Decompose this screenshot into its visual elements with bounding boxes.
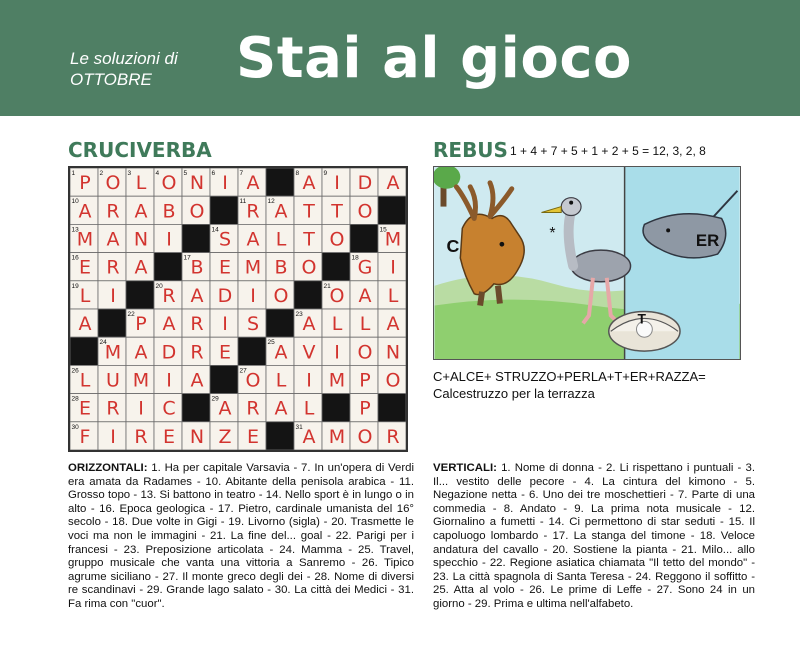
crossword-letter: S	[246, 313, 260, 336]
crossword-letter: Z	[218, 425, 232, 448]
crossword-letter: G	[357, 256, 373, 279]
page-title: Stai al gioco	[236, 26, 632, 91]
crossword-black-cell	[266, 422, 294, 450]
crossword-letter: I	[222, 172, 228, 195]
crossword-number: 11	[239, 198, 247, 206]
crossword-letter: A	[274, 200, 288, 223]
crossword-letter: P	[359, 369, 371, 392]
crossword-black-cell	[322, 394, 350, 422]
clues-down	[433, 462, 755, 612]
crossword-number: 9	[323, 170, 328, 177]
crossword-letter: B	[274, 256, 288, 279]
crossword-black-cell	[154, 253, 182, 281]
crossword-letter: A	[190, 284, 204, 307]
crossword-number: 7	[239, 170, 244, 177]
crossword-letter: O	[189, 200, 205, 223]
crossword-letter: A	[386, 313, 400, 336]
crossword-letter: R	[190, 313, 204, 336]
crossword-letter: A	[274, 341, 288, 364]
crossword-number: 14	[211, 226, 219, 234]
crossword-letter: E	[246, 425, 260, 448]
rebus-svg	[434, 167, 740, 359]
crossword-letter: O	[301, 256, 317, 279]
crossword-letter: P	[359, 397, 371, 420]
crossword-letter: L	[135, 172, 147, 195]
rebus-answer: Calcestruzzo per la terrazza	[433, 386, 595, 401]
crossword-black-cell	[266, 309, 294, 337]
crossword-letter: D	[161, 341, 177, 364]
crossword-number: 19	[71, 282, 79, 290]
crossword-letter: I	[390, 256, 396, 279]
crossword-letter: A	[134, 256, 148, 279]
crossword-letter: R	[106, 200, 120, 223]
crossword-letter: L	[303, 397, 315, 420]
crossword-number: 21	[323, 282, 331, 290]
crossword-letter: P	[135, 313, 147, 336]
crossword-letter: L	[275, 369, 287, 392]
crossword-letter: A	[134, 341, 148, 364]
crossword-letter: I	[110, 284, 116, 307]
rebus-solution-key: 1 + 4 + 7 + 5 + 1 + 2 + 5 = 12, 3, 2, 8	[510, 144, 706, 158]
crossword-number: 13	[71, 226, 79, 234]
crossword-letter: O	[385, 369, 401, 392]
crossword-black-cell	[294, 281, 322, 309]
crossword-letter: R	[386, 425, 400, 448]
crossword-letter: A	[274, 397, 288, 420]
crossword-letter: V	[302, 341, 316, 364]
crossword-letter: U	[106, 369, 120, 392]
crossword-number: 6	[211, 170, 216, 177]
crossword-letter: I	[138, 397, 144, 420]
crossword-letter: A	[218, 397, 232, 420]
crossword-number: 5	[183, 170, 188, 177]
crossword-letter: A	[78, 313, 92, 336]
crossword-letter: A	[302, 313, 316, 336]
crossword-letter: N	[189, 425, 205, 448]
crossword-black-cell	[182, 224, 210, 252]
clues-down-text: 1. Nome di donna - 2. Li rispettano i puntuali - 3. Il... vestito delle pecore - 4. La cintura del kimono - 5. Negazione netta - 6. Uno dei tre moschettieri - 7. Parte di una commedia - 8. Andato - 9. La prima nota musicale - 12. Giornalino a fumetti - 14. Ci permettono di star seduti - 15. Il capoluogo lombardo - 17. La stanga del timone - 18. Veloce andatura del cavallo - 20. Sostiene la pianta - 21. Milo... allo specchio - 22. Regione asiatica chiamata "Il tetto del mondo" - 23. La città spagnola di Santa Teresa - 24. Reggono il soffitto - 25. Atta al volo - 26. Le prime di Leffe - 27. Sono 24 in un giorno - 29. Prima e ultima nell'alfabeto.	[433, 462, 755, 610]
crossword-letter: A	[302, 172, 316, 195]
crossword-black-cell	[266, 168, 294, 196]
crossword-black-cell	[70, 337, 98, 365]
crossword-number: 26	[71, 367, 79, 375]
crossword-letter: I	[334, 341, 340, 364]
crossword-letter: D	[217, 284, 233, 307]
crossword-letter: A	[246, 172, 260, 195]
kicker-line-2: OTTOBRE	[70, 70, 152, 89]
crossword-letter: E	[78, 397, 92, 420]
rebus-illustration	[433, 166, 741, 360]
crossword-letter: M	[384, 228, 402, 251]
crossword-letter: L	[387, 284, 399, 307]
crossword-heading: CRUCIVERBA	[68, 138, 212, 162]
rebus-label-c: C	[446, 236, 460, 257]
crossword-number: 4	[155, 170, 160, 177]
crossword-number: 29	[211, 395, 219, 403]
crossword-letter: M	[104, 341, 122, 364]
crossword-letter: I	[222, 313, 228, 336]
rebus-label-er: ER	[695, 231, 720, 251]
crossword-letter: R	[190, 341, 204, 364]
crossword-number: 8	[295, 170, 300, 177]
crossword-number: 20	[155, 282, 163, 290]
crossword-letter: A	[358, 284, 372, 307]
crossword-letter: O	[245, 369, 261, 392]
crossword-letter: A	[190, 369, 204, 392]
crossword-black-cell	[350, 224, 378, 252]
crossword-letter: P	[79, 172, 91, 195]
crossword-letter: L	[331, 313, 343, 336]
crossword-letter: R	[106, 397, 120, 420]
crossword-number: 15	[379, 226, 387, 234]
crossword-letter: R	[162, 284, 176, 307]
crossword-number: 24	[99, 339, 107, 347]
clues-across	[68, 462, 414, 612]
crossword-letter: R	[106, 256, 120, 279]
crossword-letter: A	[106, 228, 120, 251]
crossword-number: 31	[295, 423, 303, 431]
crossword-number: 16	[71, 254, 79, 262]
crossword-letter: R	[134, 425, 148, 448]
crossword-number: 25	[267, 339, 275, 347]
crossword-number: 23	[295, 311, 303, 318]
crossword-letter: A	[78, 200, 92, 223]
crossword-number: 28	[71, 395, 79, 403]
crossword-letter: L	[359, 313, 371, 336]
crossword-number: 27	[239, 367, 247, 375]
crossword-letter: I	[166, 369, 172, 392]
crossword-letter: O	[105, 172, 121, 195]
crossword-letter: O	[273, 284, 289, 307]
crossword-letter: I	[250, 284, 256, 307]
crossword-letter: A	[134, 200, 148, 223]
crossword-number: 1	[71, 170, 76, 177]
crossword-letter: S	[218, 228, 232, 251]
crossword-letter: T	[331, 200, 343, 223]
crossword-letter: O	[357, 425, 373, 448]
crossword-letter: A	[386, 172, 400, 195]
crossword-letter: M	[76, 228, 94, 251]
crossword-letter: B	[190, 256, 204, 279]
crossword-letter: C	[162, 397, 176, 420]
crossword-letter: O	[329, 284, 345, 307]
crossword-letter: L	[79, 369, 91, 392]
crossword-black-cell	[182, 394, 210, 422]
crossword-grid	[68, 166, 408, 452]
crossword-number: 18	[351, 254, 359, 262]
crossword-letter: R	[246, 200, 260, 223]
header-kicker	[70, 48, 178, 90]
crossword-letter: M	[244, 256, 262, 279]
crossword-number: 3	[127, 170, 132, 177]
crossword-letter: N	[133, 228, 149, 251]
rebus-equation: C+ALCE+ STRUZZO+PERLA+T+ER+RAZZA=	[433, 369, 706, 384]
crossword-letter: A	[162, 313, 176, 336]
crossword-black-cell	[238, 337, 266, 365]
crossword-number: 12	[267, 198, 275, 206]
crossword-letter: I	[306, 369, 312, 392]
crossword-letter: O	[161, 172, 177, 195]
crossword-letter: R	[246, 397, 260, 420]
crossword-letter: N	[385, 341, 401, 364]
crossword-letter: O	[357, 341, 373, 364]
crossword-letter: E	[162, 425, 176, 448]
crossword-number: 30	[71, 423, 79, 431]
crossword-black-cell	[378, 394, 406, 422]
crossword-letter: T	[303, 200, 315, 223]
crossword-letter: I	[166, 228, 172, 251]
svg-text:*: *	[549, 225, 556, 243]
crossword-letter: M	[328, 425, 346, 448]
crossword-letter: E	[78, 256, 92, 279]
rebus-label-t: T	[637, 310, 646, 327]
crossword-black-cell	[126, 281, 154, 309]
crossword-letter: B	[162, 200, 176, 223]
crossword-letter: O	[357, 200, 373, 223]
crossword-black-cell	[378, 196, 406, 224]
crossword-letter: F	[79, 425, 91, 448]
crossword-black-cell	[98, 309, 126, 337]
crossword-number: 2	[99, 170, 104, 177]
crossword-letter: E	[218, 341, 232, 364]
clues-across-text: 1. Ha per capitale Varsavia - 7. In un'opera di Verdi era amata da Radames - 10. Abitante della penisola arabica - 11. Grosso topo - 13. Si battono in teatro - 14. Nello sport è in lungo o in alto - 16. Epoca geologica - 17. Pietro, cardinale umanista del 16° secolo - 18. Due volte in Gigi - 19. Livorno (sigla) - 20. Trasmette le voci ma non le immagini - 21. La fine del... goal - 22. Parigi per i francesi - 23. Preposizione articolata - 24. Mamma - 25. Travel, gruppo musicale che vanta una vittoria a Sanremo - 26. Tipico agrume siciliano - 27. Il monte greco degli dei - 28. Nome di diversi re scandinavi - 29. Grande lago salato - 30. La città dei Medici - 31. Fa rima con "cuor".	[68, 462, 414, 610]
crossword-black-cell	[210, 196, 238, 224]
clues-across-label: ORIZZONTALI:	[68, 462, 148, 474]
crossword-number: 17	[183, 254, 191, 262]
crossword-letter: O	[329, 228, 345, 251]
crossword-letter: M	[328, 369, 346, 392]
crossword-letter: T	[303, 228, 315, 251]
kicker-line-1: Le soluzioni di	[70, 49, 178, 68]
crossword-letter: A	[302, 425, 316, 448]
crossword-letter: L	[79, 284, 91, 307]
crossword-number: 10	[71, 198, 79, 206]
crossword-letter: E	[218, 256, 232, 279]
crossword-letter: D	[357, 172, 373, 195]
crossword-letter: M	[132, 369, 150, 392]
crossword-letter: I	[110, 425, 116, 448]
crossword-letter: A	[246, 228, 260, 251]
crossword-number: 22	[127, 311, 135, 318]
crossword-letter: I	[334, 172, 340, 195]
crossword-letter: N	[189, 172, 205, 195]
header-banner	[0, 0, 800, 116]
crossword-black-cell	[322, 253, 350, 281]
crossword-letter: L	[275, 228, 287, 251]
crossword-svg	[70, 168, 406, 450]
crossword-black-cell	[210, 365, 238, 393]
rebus-caption	[433, 368, 753, 402]
clues-down-label: VERTICALI:	[433, 462, 497, 474]
rebus-heading: REBUS	[433, 138, 508, 162]
